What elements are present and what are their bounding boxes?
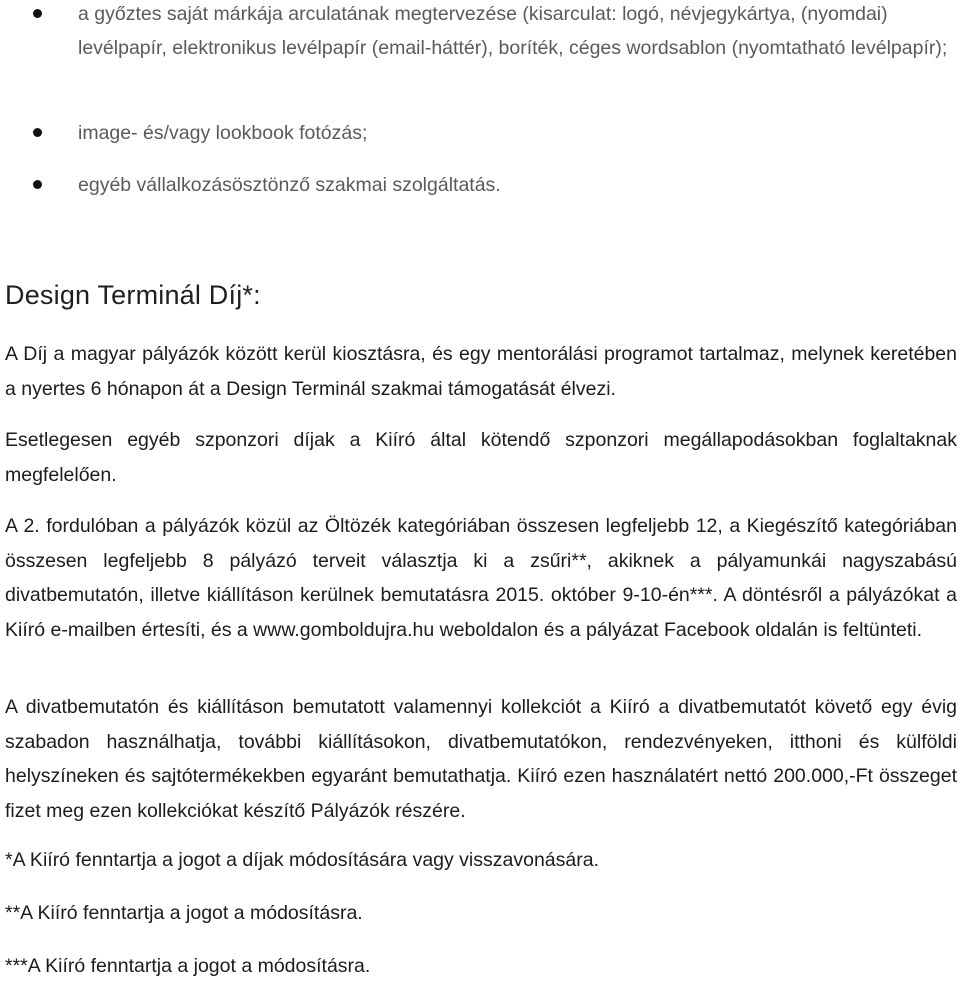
footnote-3: ***A Kiíró fenntartja a jogot a módosításra. [5, 955, 371, 977]
paragraph-award-description: A Díj a magyar pályázók között kerül kiosztásra, és egy mentorálási programot tartalmaz, melynek keretében a nyertes 6 hónapon át a Design Terminál szakmai támogatását élvezi. [5, 343, 957, 400]
bullet-icon [33, 128, 42, 137]
paragraph-second-round: A 2. fordulóban a pályázók közül az Öltözék kategóriában összesen legfeljebb 12, a Kiegészítő kategóriában összesen legfeljebb 8 pályázó terveit választja ki a zsűri**, akiknek a pályamunkái nagyszabású divatbemutatón, illetve kiállításon kerülnek bemutatásra 2015. október 9-10-én***. A döntésről a pályázókat a Kiíró e-mailben értesíti, és a www.gomboldujra.hu weboldalon és a pályázat Facebook oldalán is feltünteti. [5, 515, 957, 641]
bullet-icon [33, 180, 42, 189]
footnote-1: *A Kiíró fenntartja a jogot a díjak módosítására vagy visszavonására. [5, 849, 599, 871]
section-heading: Design Terminál Díj*: [5, 280, 261, 310]
paragraph-sponsor-awards: Esetlegesen egyéb szponzori díjak a Kiíró által kötendő szponzori megállapodásokban foglaltaknak megfelelően. [5, 429, 957, 486]
bullet-icon [33, 9, 42, 18]
list-item-text: egyéb vállalkozásösztönző szakmai szolgáltatás. [78, 174, 501, 196]
footnote-2: **A Kiíró fenntartja a jogot a módosításra. [5, 902, 363, 924]
list-item-text: a győztes saját márkája arculatának megtervezése (kisarculat: logó, névjegykártya, (nyomdai) levélpapír, elektronikus levélpapír (email-háttér), boríték, céges wordsablon (nyomtatható levélpapír); [78, 3, 948, 59]
list-item-text: image- és/vagy lookbook fotózás; [78, 122, 368, 144]
paragraph-collection-usage: A divatbemutatón és kiállításon bemutatott valamennyi kollekciót a Kiíró a divatbemutatót követő egy évig szabadon használhatja, további kiállításokon, divatbemutatókon, rendezvényeken, itthoni és külföldi helyszíneken és sajtótermékekben egyaránt bemutathatja. Kiíró ezen használatért nettó 200.000,-Ft összeget fizet meg ezen kollekciókat készítő Pályázók részére. [5, 696, 957, 822]
